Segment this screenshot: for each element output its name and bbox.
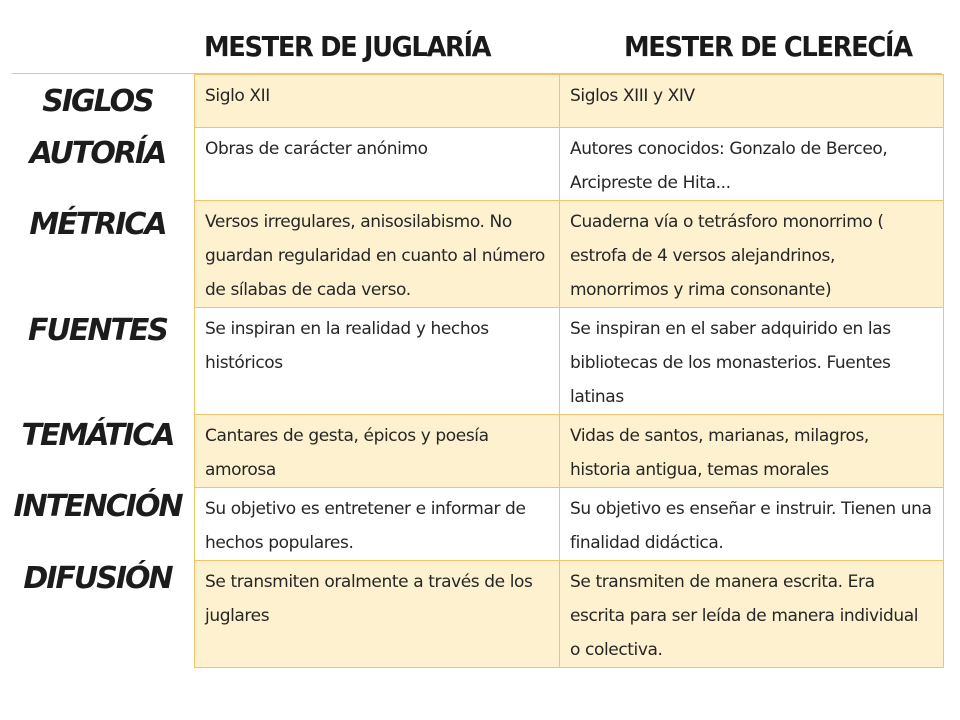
table-row-tematica <box>195 415 944 488</box>
cell-autoria-juglaria: Obras de carácter anónimo <box>195 128 560 201</box>
label-tematica: TEMÁTICA <box>21 418 174 453</box>
table-row-autoria <box>195 128 944 201</box>
label-fuentes: FUENTES <box>27 313 168 348</box>
cell-siglos-clerecia: Siglos XIII y XIV <box>560 75 944 128</box>
label-difusion: DIFUSIÓN <box>23 561 172 596</box>
table-row-intencion <box>195 488 944 561</box>
cell-difusion-clerecia: Se transmiten de manera escrita. Era escrita para ser leída de manera individual o colectiva. <box>560 561 944 668</box>
cell-intencion-clerecia: Su objetivo es enseñar e instruir. Tienen una finalidad didáctica. <box>560 488 944 561</box>
table-row-difusion <box>195 561 944 668</box>
cell-metrica-juglaria: Versos irregulares, anisosilabismo. No guardan regularidad en cuanto al número de sílabas de cada verso. <box>195 201 560 308</box>
comparison-table <box>194 74 944 668</box>
label-intencion: INTENCIÓN <box>13 489 182 524</box>
cell-tematica-clerecia: Vidas de santos, marianas, milagros, historia antigua, temas morales <box>560 415 944 488</box>
label-siglos: SIGLOS <box>42 84 153 119</box>
table-row-siglos <box>195 75 944 128</box>
cell-fuentes-juglaria: Se inspiran en la realidad y hechos históricos <box>195 308 560 415</box>
cell-metrica-clerecia: Cuaderna vía o tetrásforo monorrimo ( estrofa de 4 versos alejandrinos, monorrimos y rima consonante) <box>560 201 944 308</box>
label-autoria: AUTORÍA <box>29 136 166 171</box>
cell-autoria-clerecia: Autores conocidos: Gonzalo de Berceo, Arcipreste de Hita... <box>560 128 944 201</box>
label-metrica: MÉTRICA <box>29 207 166 242</box>
cell-tematica-juglaria: Cantares de gesta, épicos y poesía amorosa <box>195 415 560 488</box>
header-mester-de-clerecia: MESTER DE CLERECÍA <box>624 30 912 63</box>
table-row-fuentes <box>195 308 944 415</box>
header-mester-de-juglaria: MESTER DE JUGLARÍA <box>204 30 491 63</box>
row-labels-column <box>0 0 195 720</box>
cell-fuentes-clerecia: Se inspiran en el saber adquirido en las bibliotecas de los monasterios. Fuentes latinas <box>560 308 944 415</box>
table-row-metrica <box>195 201 944 308</box>
cell-difusion-juglaria: Se transmiten oralmente a través de los juglares <box>195 561 560 668</box>
cell-siglos-juglaria: Siglo XII <box>195 75 560 128</box>
cell-intencion-juglaria: Su objetivo es entretener e informar de hechos populares. <box>195 488 560 561</box>
